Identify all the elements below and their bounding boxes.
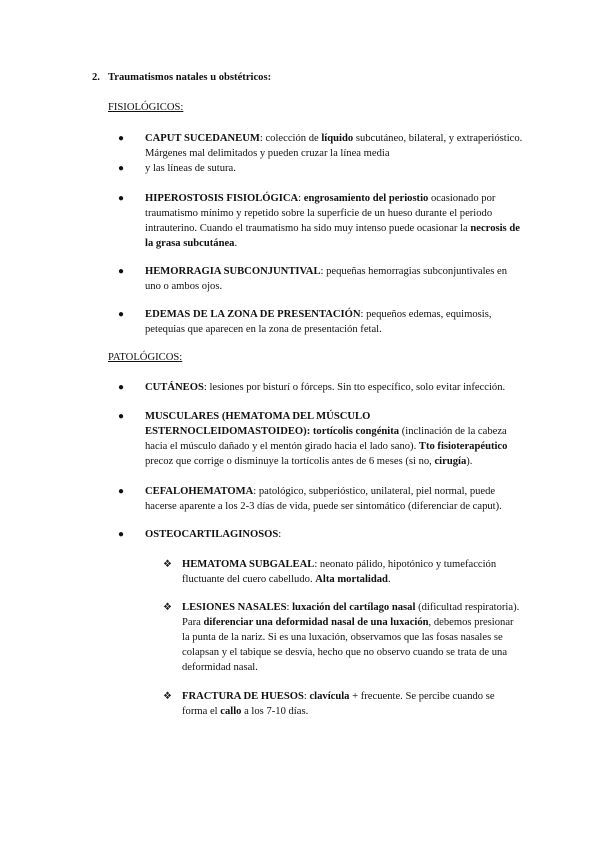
bullet-icon: ●	[118, 163, 125, 174]
bullet-icon: ●	[118, 193, 125, 204]
diamond-bullet-icon: ❖	[163, 602, 172, 613]
section-title: Traumatismos natales u obstétricos:	[108, 72, 272, 83]
section-number: 2.	[92, 72, 100, 83]
list-item: OSTEOCARTILAGINOSOS:	[145, 529, 282, 540]
section-heading	[92, 70, 271, 85]
bullet-icon: ●	[118, 486, 125, 497]
bullet-icon: ●	[118, 266, 125, 277]
sub-list-item: LESIONES NASALES: luxación del cartílago nasal (dificultad respiratoria). Para diferenciar una deformidad nasal de una luxación, debemos presionar la punta de la nariz. Si es una luxación, observamos que las fosas nasales se colapsan y el tabique se desvía, hecho que no observo cuando se trata de una deformidad nasal.	[182, 602, 520, 673]
list-item: EDEMAS DE LA ZONA DE PRESENTACIÓN: pequeños edemas, equimosis, petequias que aparecen en la zona de presentación fetal.	[145, 309, 492, 335]
sub-list-item: HEMATOMA SUBGALEAL: neonato pálido, hipotónico y tumefacción fluctuante del cuero cabelludo. Alta mortalidad.	[182, 559, 497, 585]
list-item: MUSCULARES (HEMATOMA DEL MÚSCULO ESTERNOCLEIDOMASTOIDEO): tortícolis congénita (inclinación de la cabeza hacia el músculo dañado y el mentón girado hacia el lado sano). Tto fisioterapéutico precoz que corrige o disminuye la tortícolis antes de 6 meses (si no, cirugía).	[145, 411, 508, 467]
bullet-icon: ●	[118, 133, 125, 144]
subsection-title-patologicos: PATOLÓGICOS:	[108, 352, 183, 363]
list-item: y las líneas de sutura.	[145, 163, 236, 174]
diamond-bullet-icon: ❖	[163, 691, 172, 702]
list-item: HEMORRAGIA SUBCONJUNTIVAL: pequeñas hemorragias subconjuntivales en uno o ambos ojos.	[145, 266, 508, 292]
sub-list-item: FRACTURA DE HUESOS: clavícula + frecuente. Se percibe cuando se forma el callo a los 7-10 días.	[182, 691, 495, 717]
bullet-icon: ●	[118, 309, 125, 320]
list-item: CAPUT SUCEDANEUM: colección de líquido subcutáneo, bilateral, y extraperióstico. Márgenes mal delimitados y pueden cruzar la línea media	[145, 133, 523, 159]
bullet-icon: ●	[118, 529, 125, 540]
list-item: CUTÁNEOS: lesiones por bisturí o fórceps. Sin tto específico, solo evitar infección.	[145, 382, 506, 393]
diamond-bullet-icon: ❖	[163, 559, 172, 570]
bullet-icon: ●	[118, 411, 125, 422]
subsection-title-fisiologicos: FISIOLÓGICOS:	[108, 102, 184, 113]
list-item: HIPEROSTOSIS FISIOLÓGICA: engrosamiento del periostio ocasionado por traumatismo mínimo y repetido sobre la superficie de un hueso durante el periodo intrauterino. Cuando el traumatismo ha sido muy intenso puede ocasionar la necrosis de la grasa subcutánea.	[145, 193, 520, 249]
list-item: CEFALOHEMATOMA: patológico, subperióstico, unilateral, piel normal, puede hacerse aparente a los 2-3 días de vida, puede ser sintomático (diferenciar de caput).	[145, 486, 502, 512]
bullet-icon: ●	[118, 382, 125, 393]
